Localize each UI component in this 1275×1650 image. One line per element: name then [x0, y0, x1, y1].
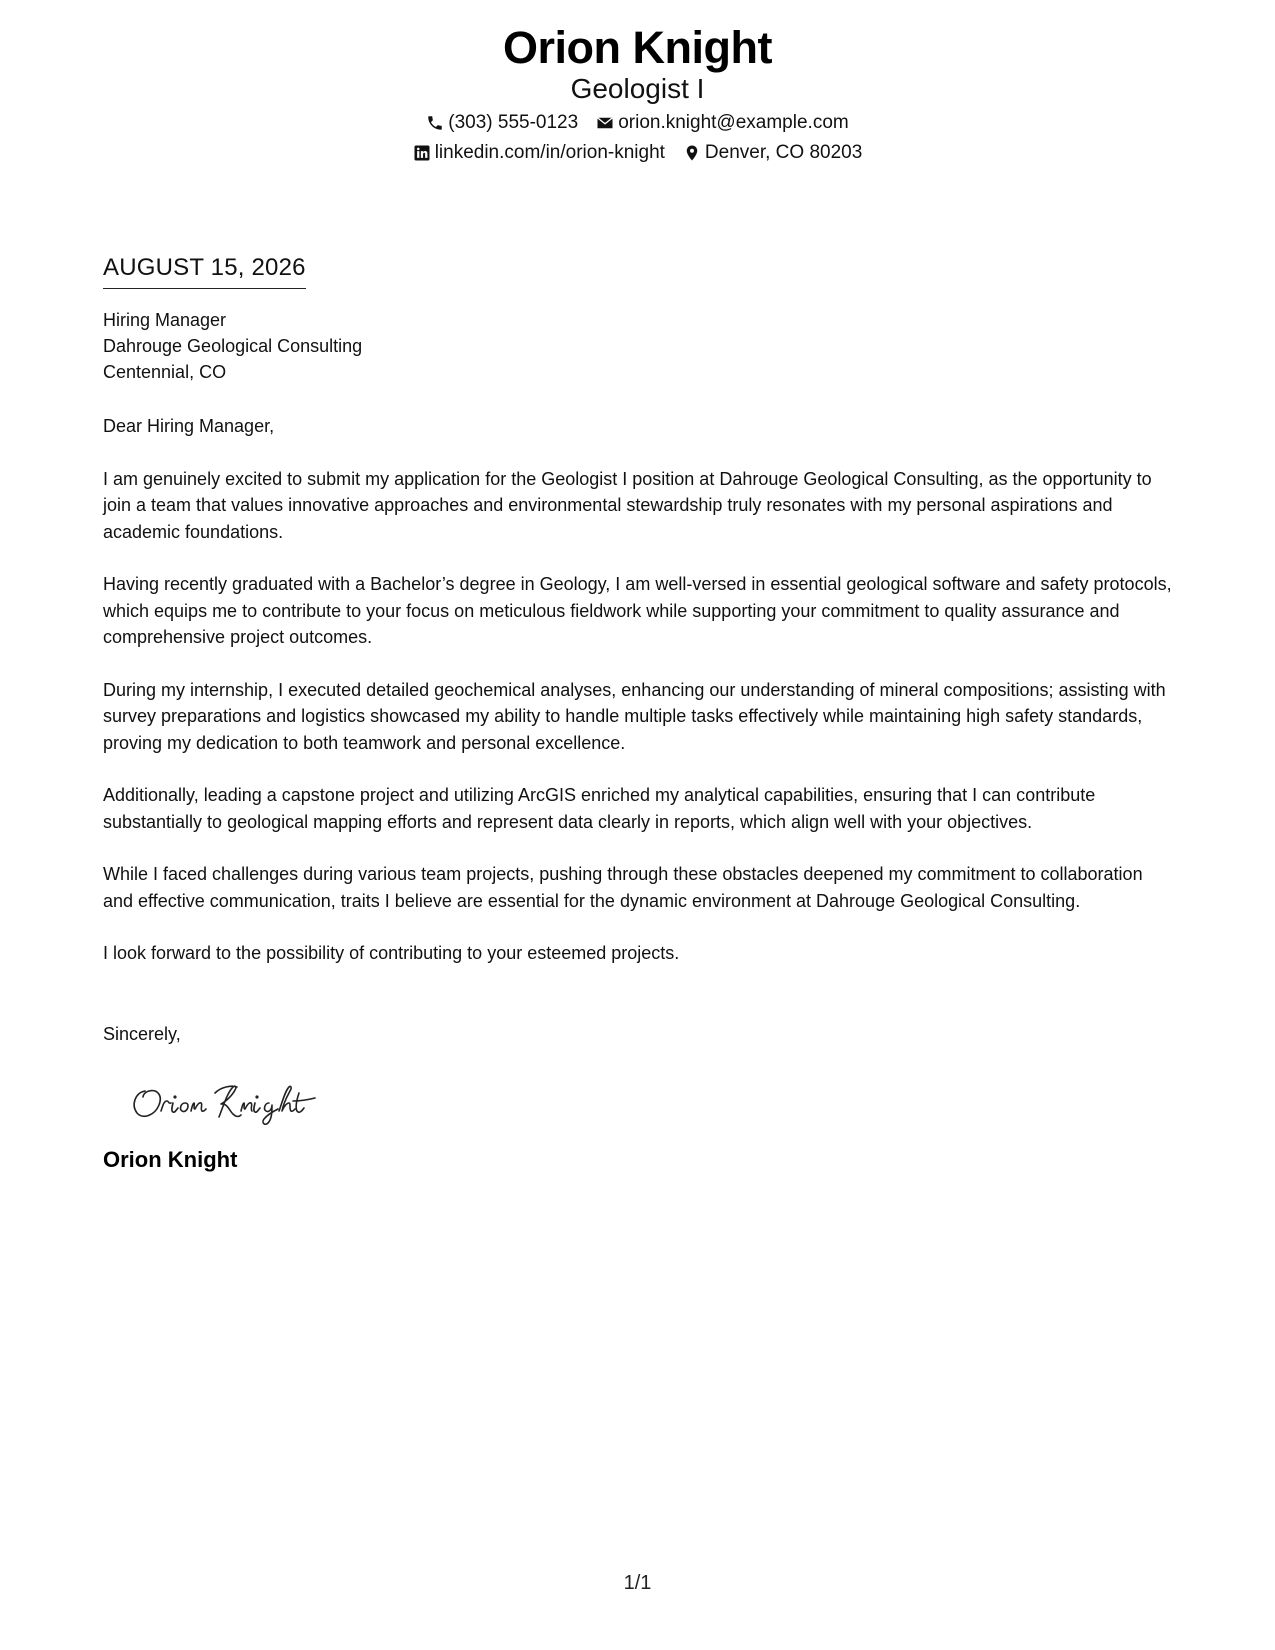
page-number: 1/1 — [623, 1572, 652, 1594]
body-paragraph: I am genuinely excited to submit my application for the Geologist I position at Dahrouge Geological Consulting, as the opportunity to join a team that values innovative approaches and environmental stewardship truly resonates with my personal aspirations and academic foundations. — [103, 468, 1152, 542]
applicant-name: Orion Knight — [503, 22, 772, 73]
contact-phone — [426, 108, 578, 138]
contact-location — [683, 138, 862, 168]
map-pin-icon — [683, 144, 701, 162]
body-paragraph: Having recently graduated with a Bachelor’s degree in Geology, I am well-versed in essential geological software and safety protocols, which equips me to contribute to your focus on meticulous fieldwork while supporting your commitment to quality assurance and comprehensive project outcomes. — [103, 574, 1172, 647]
email-link[interactable]: orion.knight@example.com — [618, 112, 849, 133]
closing: Sincerely, — [103, 1023, 181, 1044]
linkedin-link[interactable]: linkedin.com/in/orion-knight — [434, 142, 665, 163]
letter-header — [0, 22, 1275, 168]
body-paragraph: I look forward to the possibility of contributing to your esteemed projects. — [103, 943, 680, 963]
body-paragraph: Additionally, leading a capstone project and utilizing ArcGIS enriched my analytical capabilities, ensuring that I can contribute substantially to geological mapping efforts and represent data clearly in reports, which align well with your objectives. — [103, 785, 1096, 832]
recipient-company: Dahrouge Geological Consulting — [103, 336, 363, 356]
recipient-name: Hiring Manager — [103, 310, 227, 330]
contact-line-primary — [0, 108, 1275, 138]
body-paragraph: During my internship, I executed detailed geochemical analyses, enhancing our understanding of mineral compositions; assisting with survey preparations and logistics showcased my ability to handle multiple tasks effectively while maintaining high safety standards, proving my dedication to both teamwork and personal excellence. — [103, 679, 1166, 753]
contact-linkedin — [413, 138, 665, 168]
salutation: Dear Hiring Manager, — [103, 416, 275, 436]
phone-text[interactable]: (303) 555-0123 — [448, 112, 579, 133]
linkedin-icon — [413, 144, 431, 162]
body-paragraph: While I faced challenges during various team projects, pushing through these obstacles deepened my commitment to collaboration and effective communication, traits I believe are essential for the dynamic environment at Dahrouge Geological Consulting. — [103, 864, 1143, 911]
contact-line-secondary — [0, 138, 1275, 168]
recipient-block — [103, 307, 1173, 385]
envelope-icon — [596, 114, 614, 132]
signer-name: Orion Knight — [103, 1147, 238, 1172]
recipient-location: Centennial, CO — [103, 362, 227, 382]
applicant-title: Geologist I — [570, 73, 705, 104]
handwritten-signature — [127, 1073, 1173, 1129]
contact-email — [596, 108, 849, 138]
location-text: Denver, CO 80203 — [704, 142, 863, 163]
phone-icon — [426, 114, 444, 132]
letter-body — [103, 252, 1173, 1174]
letter-date: AUGUST 15, 2026 — [103, 252, 306, 289]
